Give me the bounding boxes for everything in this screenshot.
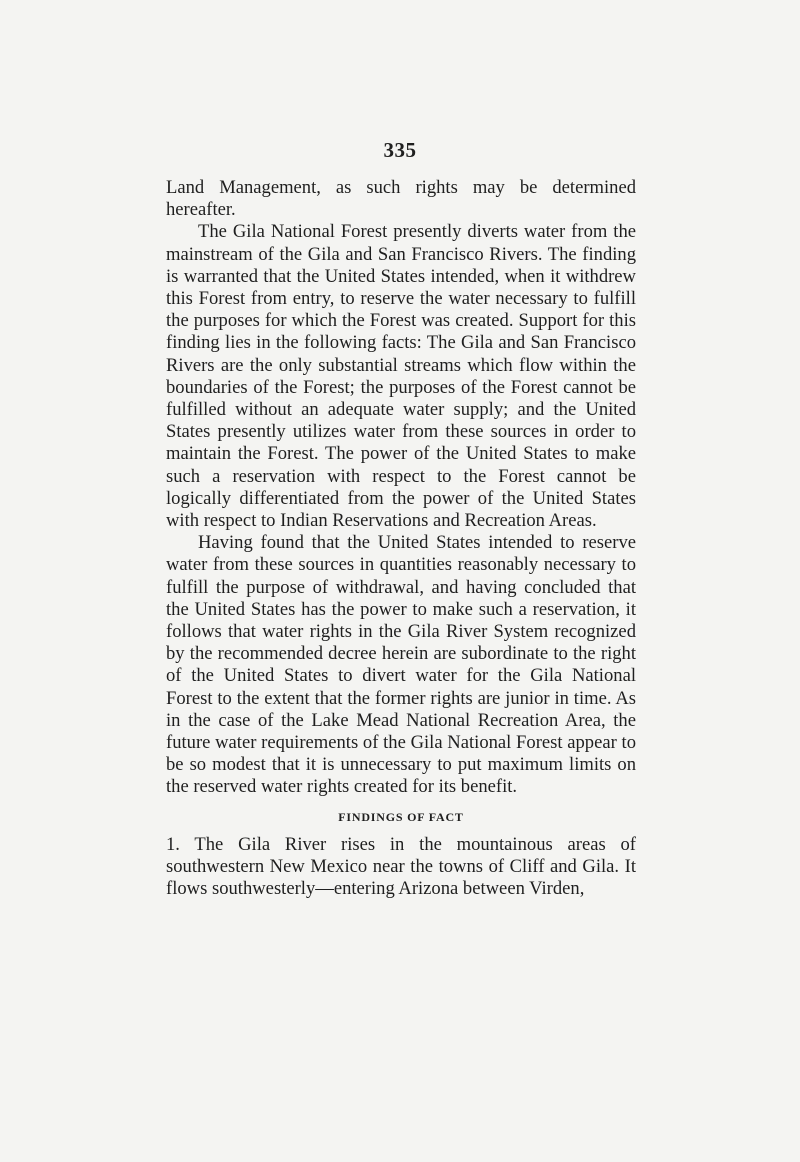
page-number: 335: [383, 138, 417, 162]
section-heading-findings-of-fact: FINDINGS OF FACT: [338, 809, 464, 824]
paragraph-continuation: Land Management, as such rights may be determined hereafter.: [166, 177, 636, 221]
paragraph-gila-national-forest: The Gila National Forest presently diverts water from the mainstream of the Gila and San Francisco Rivers. The finding is warranted that the United States intended, when it withdrew this Forest from entry, to reserve the water necessary to fulfill the purposes for which the Forest was created. Support for this finding lies in the following facts: The Gila and San Francisco Rivers are the only substantial streams which flow within the boundaries of the Forest; the purposes of the Forest cannot be fulfilled without an adequate water supply; and the United States presently utilizes water from these sources in order to maintain the Forest. The power of the United States to make such a reservation with respect to the Forest cannot be logically differentiated from the power of the United States with respect to Indian Reservations and Recreation Areas.: [166, 221, 636, 532]
body-text: [166, 177, 636, 900]
paragraph-reservation-conclusion: Having found that the United States intended to reserve water from these sources in quantities reasonably necessary to fulfill the purpose of withdrawal, and having concluded that the United States has the power to make such a reservation, it follows that water rights in the Gila River System recognized by the recommended decree herein are subordinate to the right of the United States to divert water for the Gila National Forest to the extent that the former rights are junior in time. As in the case of the Lake Mead National Recreation Area, the future water requirements of the Gila National Forest appear to be so modest that it is unnecessary to put maximum limits on the reserved water rights created for its benefit.: [166, 532, 636, 798]
finding-1: 1. The Gila River rises in the mountainous areas of southwestern New Mexico near the towns of Cliff and Gila. It flows southwesterly—entering Arizona between Virden,: [166, 833, 636, 900]
